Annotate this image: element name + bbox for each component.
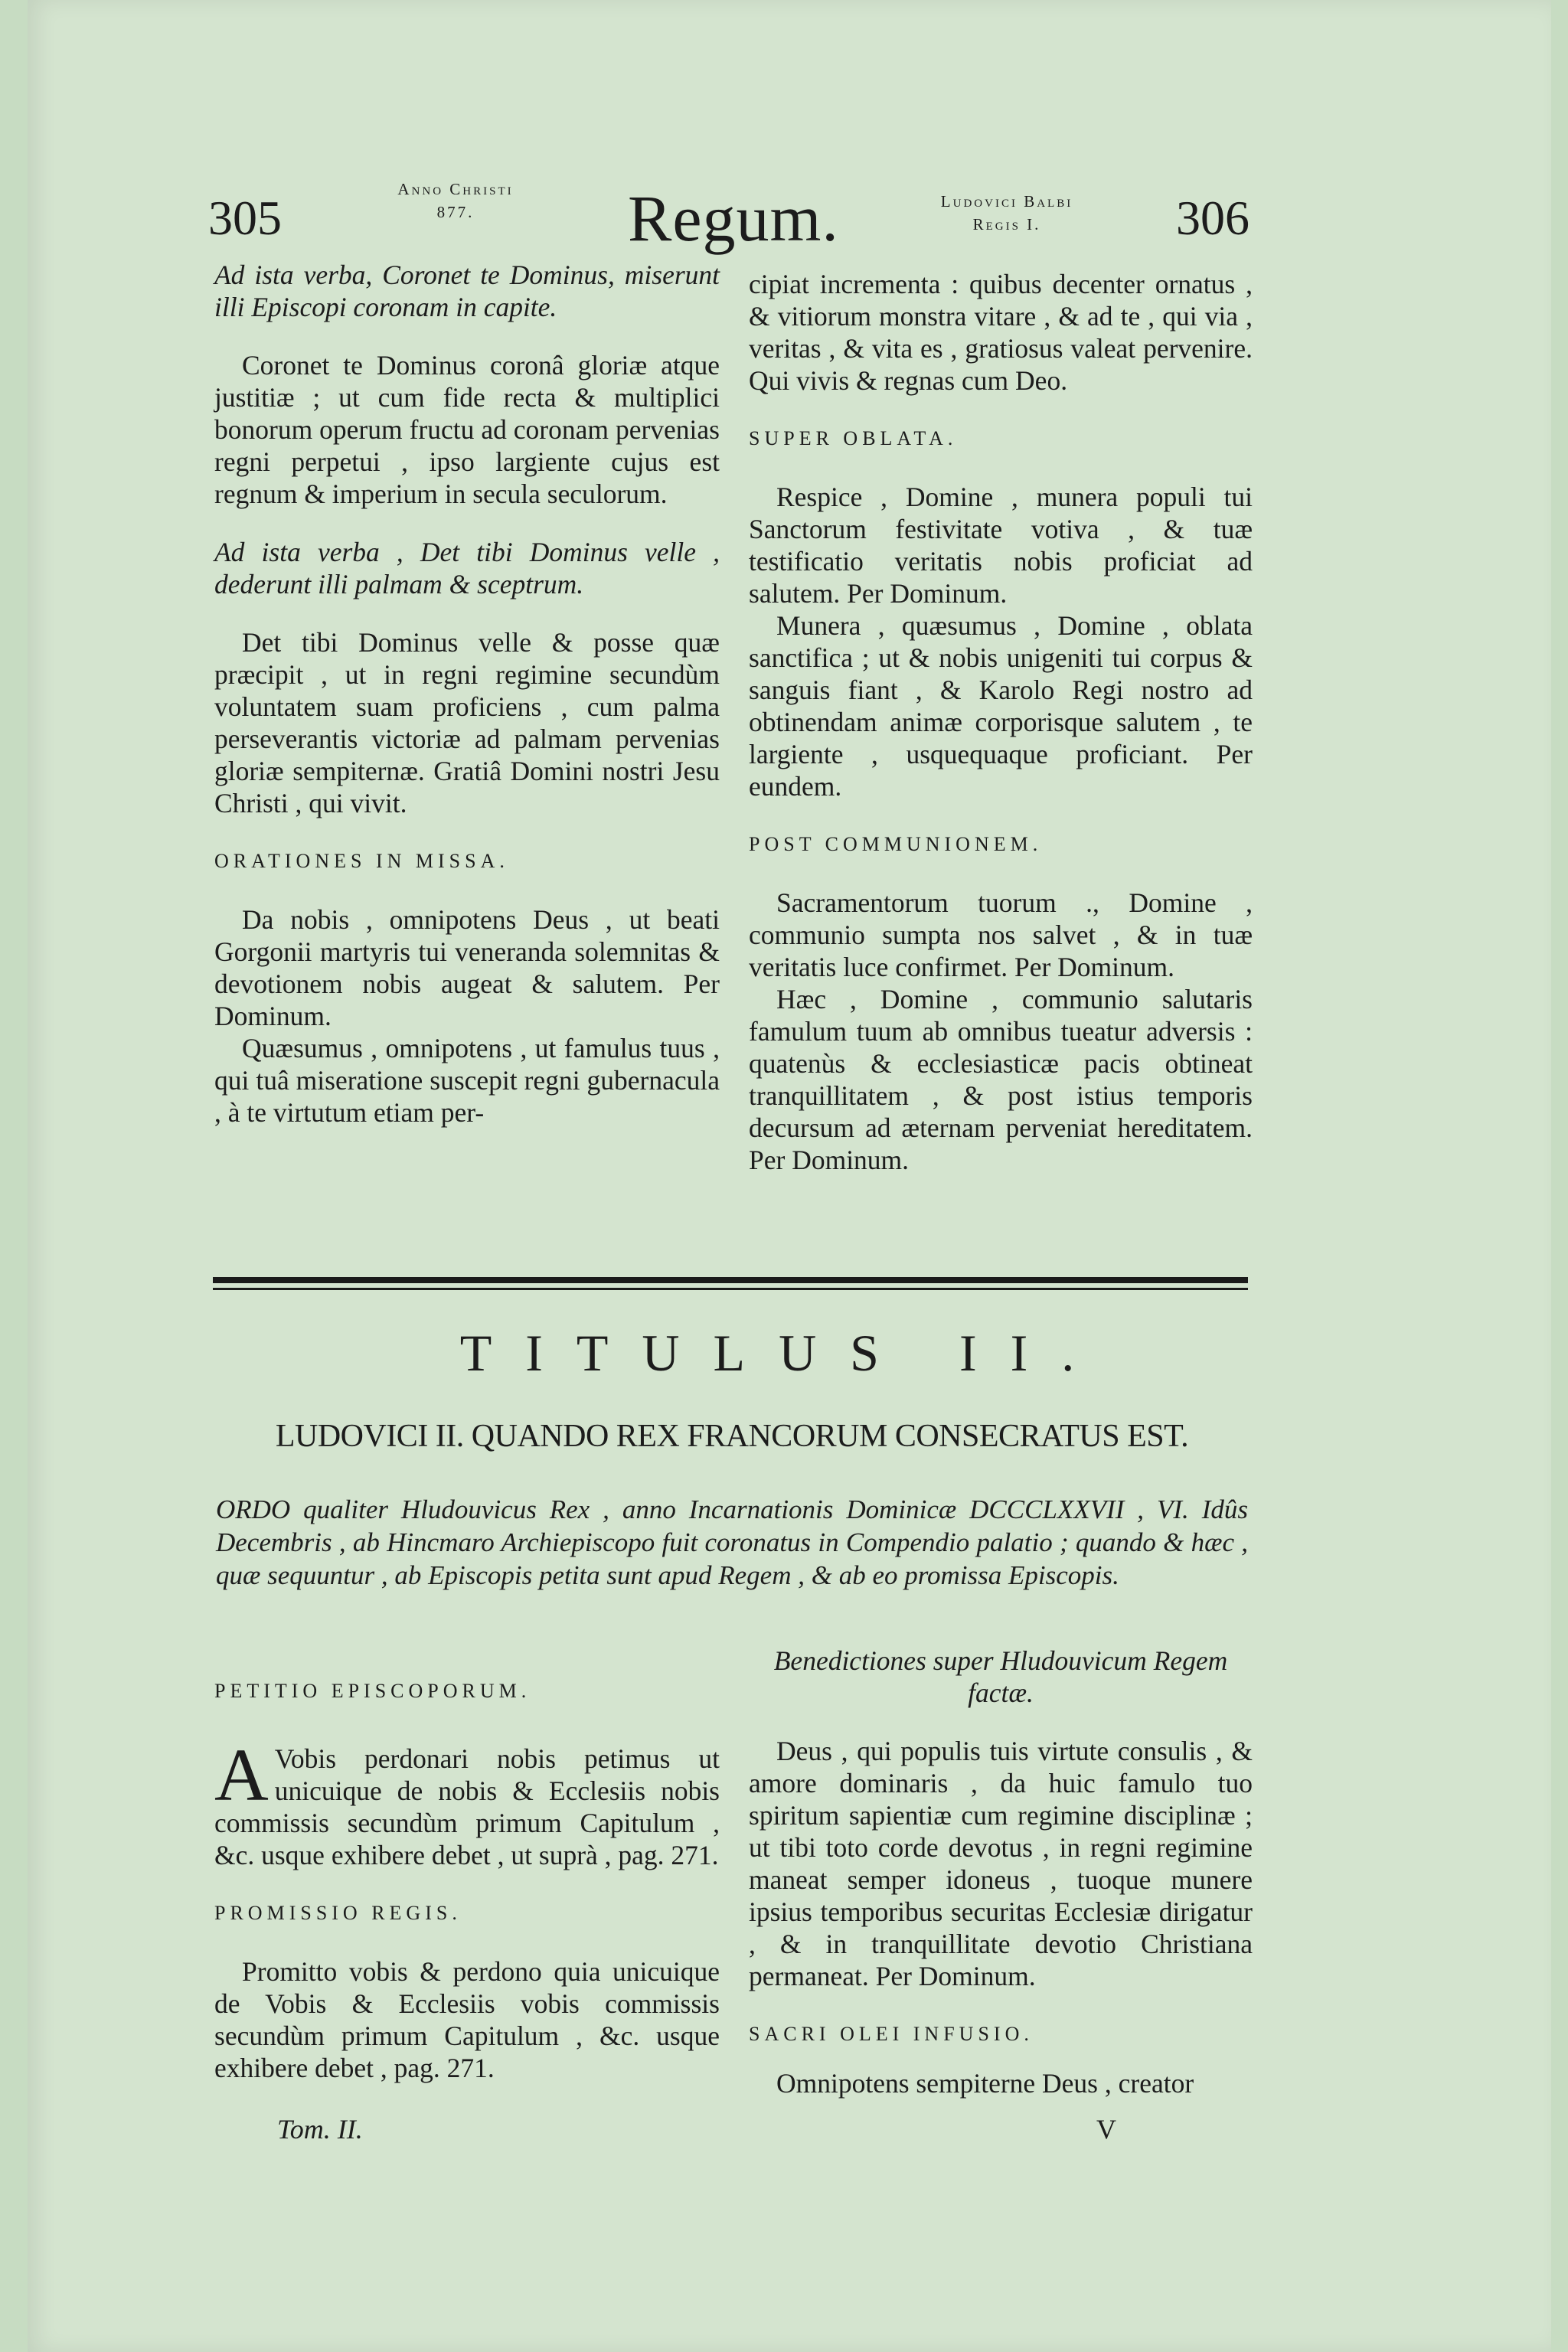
running-head-left (360, 178, 551, 224)
gathering-signature: V (1096, 2114, 1116, 2145)
prayer-deus-qui-populis: Deus , qui populis tuis virtute consulis , & amore dominaris , da huic famulo tuo spiritum sapientiæ cum regimine disciplinæ ; ut tibi toto corde devotus , in regni regimine maneat semper idoneus , tuoque munere ipsius temporibus securitas Ecclesiæ dirigatur , & in tranquillitate devotio Christiana permaneat. Per Dominum. (749, 1736, 1253, 1991)
heading-post-communionem: POST COMMUNIONEM. (749, 833, 1043, 855)
rubric-det-tibi: Ad ista verba , Det tibi Dominus velle , dederunt illi palmam & sceptrum. (214, 537, 720, 599)
heading-orationes: ORATIONES IN MISSA. (214, 850, 509, 872)
titulus-heading: TITULUS II. (459, 1324, 1109, 1382)
prayer-cipiat: cipiat incrementa : quibus decenter ornatus , & vitiorum monstra vitare , & ad te , qui via , veritas , & vita es , gratiosus valeat pervenire. Qui vivis & regnas cum Deo. (749, 269, 1253, 396)
heading-petitio: PETITIO EPISCOPORUM. (214, 1680, 531, 1702)
lower-right-column (749, 1645, 1253, 2099)
titulus-subtitle: LUDOVICI II. QUANDO REX FRANCORUM CONSECRATUS EST. (275, 1419, 1189, 1454)
prayer-respice: Respice , Domine , munera populi tui Sanctorum festivitate votiva , & tuæ testificatio veritatis nobis proficiat ad salutem. Per Dominum. (749, 482, 1253, 609)
petitio-paragraph (214, 1734, 720, 1871)
section-rule-thick (213, 1277, 1248, 1283)
heading-super-oblata: SUPER OBLATA. (749, 427, 958, 449)
ordo-paragraph: ORDO qualiter Hludouvicus Rex , anno Incarnationis Dominicæ DCCCLXXVII , VI. Idûs Decembris , ab Hincmaro Archiepiscopo fuit coronatus in Compendio palatio ; quando & hæc , quæ sequuntur , ab Episcopis petita sunt apud Regem , & ab eo promissa Episcopis. (216, 1494, 1248, 1590)
page-number-right: 306 (1176, 191, 1250, 245)
lower-left-column (214, 1675, 720, 2084)
volume-signature: Tom. II. (277, 2114, 363, 2145)
drop-cap-letter: A (214, 1734, 269, 1817)
heading-promissio: PROMISSIO REGIS. (214, 1902, 462, 1924)
running-head-right (911, 190, 1102, 236)
promissio-text: Promitto vobis & perdono quia unicuique de Vobis & Ecclesiis vobis commissis secundùm primum Capitulum , &c. usque exhibere debet , pag. 271. (214, 1956, 720, 2083)
prayer-sacramentorum: Sacramentorum tuorum ., Domine , communio sumpta nos salvet , & in tuæ veritatis luce confirmet. Per Dominum. (749, 887, 1253, 982)
prayer-det-tibi: Det tibi Dominus velle & posse quæ præcipit , ut in regni regimine secundùm voluntatem suam proficiens , cum palma perseverantis victoriæ ad palmam pervenias gloriæ sempiternæ. Gratiâ Domini nostri Jesu Christi , qui vivit. (214, 627, 720, 818)
prayer-da-nobis: Da nobis , omnipotens Deus , ut beati Gorgonii martyris tui veneranda solemnitas & devotionem nobis augeat & salutem. Per Dominum. (214, 904, 720, 1031)
running-head-left-line1: Anno Christi (397, 180, 514, 198)
section-rule-thin (213, 1288, 1248, 1290)
running-head-right-line1: Ludovici Balbi (940, 192, 1073, 211)
running-head-left-line2: 877. (436, 203, 475, 221)
rubric-coronet: Ad ista verba, Coronet te Dominus, miserunt illi Episcopi coronam in capite. (214, 260, 720, 322)
page-number-left: 305 (208, 191, 282, 245)
prayer-munera: Munera , quæsumus , Domine , oblata sanctifica ; ut & nobis unigeniti tui corpus & sanguis fiant , & Karolo Regi nostro ad obtinendam animæ corporisque salutem , te largiente , usquequaque proficiant. Per eundem. (749, 610, 1253, 802)
prayer-quaesumus: Quæsumus , omnipotens , ut famulus tuus , qui tuâ miseratione suscepit regni gubernacula , à te virtutum etiam per- (214, 1033, 720, 1128)
heading-benedictiones: Benedictiones super Hludouvicum Regem factæ. (773, 1645, 1228, 1708)
prayer-omnipotens: Omnipotens sempiterne Deus , creator (776, 2068, 1194, 2099)
heading-sacri-olei: SACRI OLEI INFUSIO. (749, 2023, 1034, 2045)
petitio-text: Vobis perdonari nobis petimus ut unicuique de nobis & Ecclesiis nobis commissis secundùm primum Capitulum , &c. usque exhibere debet , ut suprà , pag. 271. (214, 1743, 720, 1870)
running-head-right-line2: Regis I. (972, 215, 1041, 234)
right-column (749, 268, 1253, 1176)
left-column (214, 259, 720, 1129)
prayer-coronet: Coronet te Dominus coronâ gloriæ atque justitiæ ; ut cum fide recta & multiplici bonorum operum fructu ad coronam pervenias regni perpetui , ipso largiente cujus est regnum & imperium in secula seculorum. (214, 350, 720, 509)
prayer-haec: Hæc , Domine , communio salutaris famulum tuum ab omnibus tueatur adversis : quatenùs & ecclesiasticæ pacis obtineat tranquillitatem , & post istius temporis decursum ad æternam perveniat hereditatem. Per Dominum. (749, 984, 1253, 1175)
running-title: Regum. (628, 181, 839, 255)
